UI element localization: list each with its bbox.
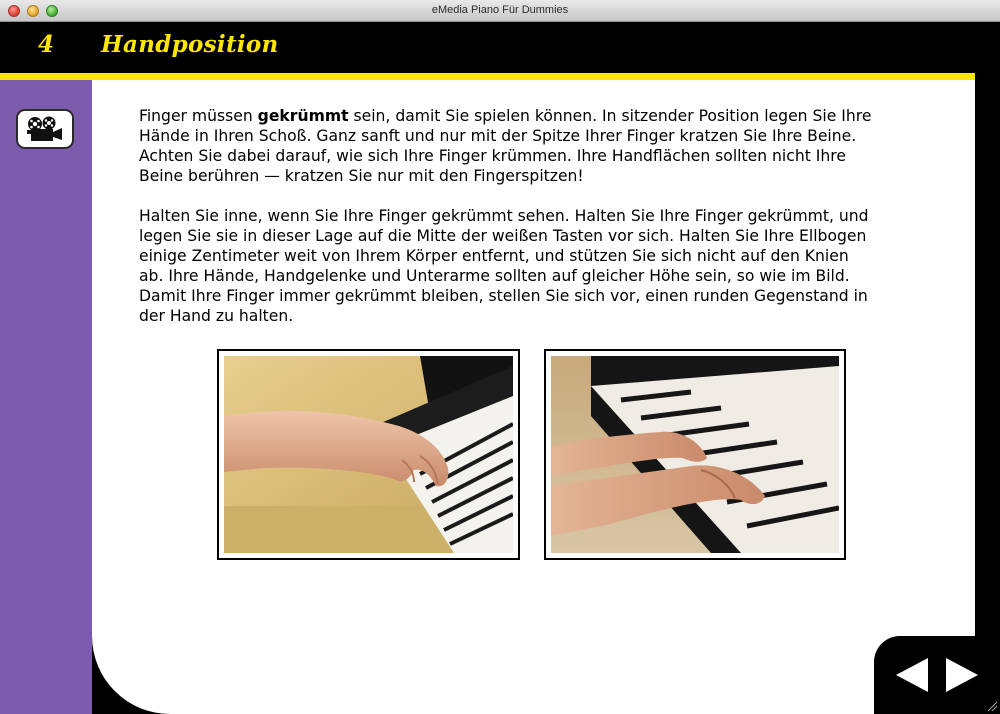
chapter-header — [0, 22, 1000, 73]
chapter-title: Handposition — [101, 31, 279, 58]
navigation-box — [874, 636, 1000, 714]
window-title: eMedia Piano Für Dummies — [431, 4, 569, 16]
resize-grip-icon[interactable] — [986, 700, 998, 712]
instruction-paragraph-2: Halten Sie inne, wenn Sie Ihre Finger gekrümmt sehen. Halten Sie Ihre Finger gekrümmt, und legen Sie sie in dieser Lage auf die Mitte der weißen Tasten vor sich. Halten Sie Ihre Ellbogen einige Zentimeter weit von Ihrem Körper entfernt, und stützen Sie sich nicht auf den Knien ab. Ihre Hände, Handgelenke und Unterarme sollten auf gleicher Höhe sein, so wie im Bild. Damit Ihre Finger immer gekrümmt bleiben, stellen Sie sich vor, einen runden Gegenstand in der Hand zu halten. — [139, 207, 869, 325]
sidebar — [0, 80, 92, 714]
instruction-paragraph-1 — [139, 106, 939, 186]
triangle-left-icon[interactable] — [894, 656, 930, 694]
header-divider — [0, 73, 975, 80]
paragraph-1-start: Finger müssen — [139, 107, 258, 125]
hands-on-keyboard-image — [551, 356, 839, 553]
hand-on-keys-image — [224, 356, 513, 553]
chapter-number: 4 — [38, 31, 55, 58]
play-movie-button[interactable] — [16, 109, 74, 149]
window-titlebar — [0, 0, 1000, 22]
film-projector-icon — [25, 115, 65, 143]
emphasis-gekruemmt: gekrümmt — [257, 107, 349, 125]
triangle-right-icon[interactable] — [944, 656, 980, 694]
hand-position-photo-front — [544, 349, 846, 560]
hand-position-photo-side — [217, 349, 520, 560]
paragraph-1-rest: sein, damit Sie spielen können. In sitzender Position legen Sie Ihre Hände in Ihren Schoß. Ganz sanft und nur mit der Spitze Ihrer Finger kratzen Sie Ihre Beine. Achten Sie dabei darauf, wie sich Ihre Finger krümmen. Ihre Handflächen sollten nicht Ihre Beine berühren — kratzen Sie nur mit den Fingerspitzen! — [139, 107, 872, 185]
